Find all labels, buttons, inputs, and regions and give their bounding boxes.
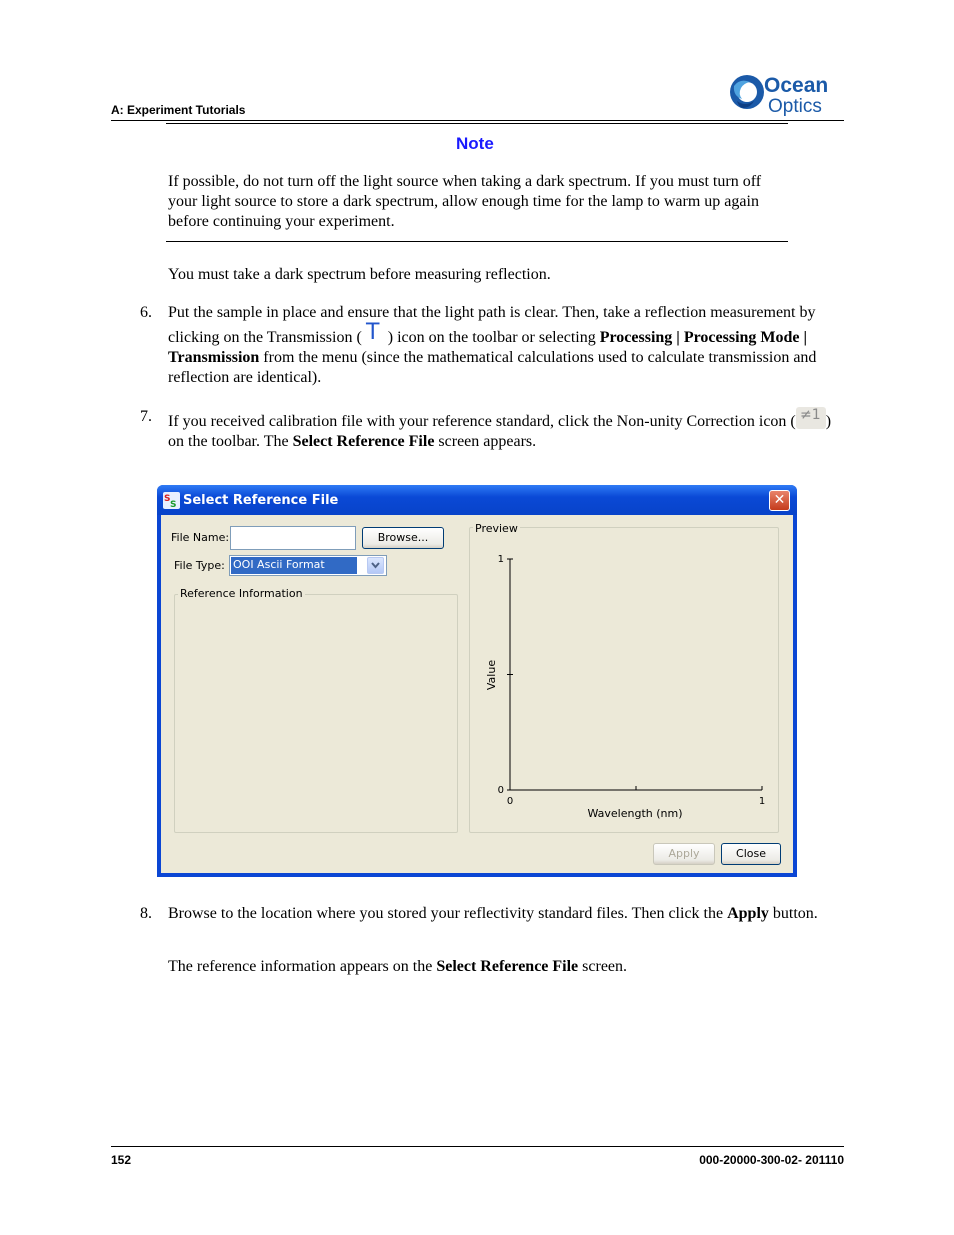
x-tick-label: 1 bbox=[758, 796, 766, 807]
step-7-text bbox=[168, 407, 836, 452]
y-tick-label: 1 bbox=[497, 554, 504, 565]
step-6-text-2: ) icon on the toolbar or selecting bbox=[387, 329, 600, 346]
note-title: Note bbox=[456, 134, 494, 153]
select-reference-file-dialog bbox=[157, 485, 797, 877]
header-rule bbox=[111, 120, 844, 121]
step-8-text-2: button. bbox=[768, 905, 818, 922]
note-text: If possible, do not turn off the light source when taking a dark spectrum. If you must turn off your light source to store a dark spectrum, allow enough time for the lamp to warm up again before continuing your experiment. bbox=[168, 173, 762, 230]
y-axis-label: Value bbox=[485, 659, 498, 691]
step-7-text-2: ) on the toolbar. The bbox=[168, 413, 832, 450]
browse-button[interactable]: Browse... bbox=[362, 527, 444, 549]
y-tick-label: 0 bbox=[497, 785, 504, 796]
dialog-body bbox=[161, 515, 793, 873]
close-button[interactable]: Close bbox=[721, 843, 781, 865]
step-8-result-text bbox=[168, 957, 836, 977]
step-6-text-3: from the menu (since the mathematical calculations used to calculate transmission and reflection are identical). bbox=[168, 349, 817, 386]
dialog-title: Select Reference File bbox=[183, 493, 339, 508]
dropdown-arrow[interactable] bbox=[367, 557, 384, 574]
x-axis-label: Wavelength (nm) bbox=[587, 807, 683, 820]
transmission-icon bbox=[362, 320, 388, 345]
step-8-result-screen: Select Reference File bbox=[436, 958, 579, 975]
svg-text:S: S bbox=[164, 494, 171, 504]
step-8-text bbox=[168, 904, 836, 924]
section-header: A: Experiment Tutorials bbox=[111, 103, 246, 117]
svg-text:Ocean: Ocean bbox=[764, 74, 829, 97]
file-name-label: File Name: bbox=[171, 531, 230, 544]
step-8-result-1: The reference information appears on the bbox=[168, 958, 437, 975]
file-name-input[interactable] bbox=[230, 526, 356, 550]
close-icon: ✕ bbox=[773, 492, 786, 508]
step-7-text-1: If you received calibration file with your reference standard, click the Non-unity Correction icon ( bbox=[168, 413, 796, 430]
step-8-result-2: screen. bbox=[578, 958, 628, 975]
step-6-text bbox=[168, 303, 836, 388]
intro-paragraph: You must take a dark spectrum before measuring reflection. bbox=[168, 266, 551, 283]
note-rule-top bbox=[166, 123, 788, 124]
reference-information-group bbox=[174, 594, 458, 833]
step-6-text-1: Put the sample in place and ensure that the light path is clear. Then, take a reflection measurement by clicking on the Transmission ( bbox=[168, 304, 816, 346]
document-number: 000-20000-300-02- 201110 bbox=[699, 1153, 844, 1167]
page-number: 152 bbox=[111, 1153, 132, 1167]
step-8-apply: Apply bbox=[727, 905, 769, 922]
svg-text:S: S bbox=[170, 500, 177, 509]
step-number-6: 6. bbox=[140, 304, 152, 321]
x-tick-label: 0 bbox=[506, 796, 514, 807]
close-window-button[interactable] bbox=[769, 490, 790, 511]
preview-chart bbox=[470, 529, 778, 832]
footer-rule bbox=[111, 1146, 844, 1147]
non-unity-correction-icon-glyph: ≠1 bbox=[799, 407, 821, 423]
file-type-selected-value: OOI Ascii Format bbox=[231, 557, 357, 574]
ocean-optics-logo bbox=[728, 70, 846, 118]
dialog-title-bar[interactable] bbox=[157, 485, 797, 515]
apply-button[interactable]: Apply bbox=[653, 843, 715, 865]
step-8-text-1: Browse to the location where you stored your reflectivity standard files. Then click the bbox=[168, 905, 728, 922]
step-7-text-3: screen appears. bbox=[434, 433, 537, 450]
note-rule-bottom bbox=[166, 241, 788, 242]
step-number-7: 7. bbox=[140, 408, 152, 425]
step-number-8: 8. bbox=[140, 905, 152, 922]
reference-information-label: Reference Information bbox=[180, 587, 303, 600]
file-type-select[interactable] bbox=[229, 555, 387, 576]
svg-text:Optics: Optics bbox=[768, 96, 822, 117]
spectrasuite-app-icon bbox=[163, 492, 180, 509]
chevron-down-icon bbox=[368, 558, 383, 573]
step-6-menu-path: Processing | Processing Mode | Transmission bbox=[168, 329, 808, 366]
file-type-label: File Type: bbox=[174, 559, 225, 572]
step-7-screen-name: Select Reference File bbox=[292, 433, 435, 450]
preview-label: Preview bbox=[475, 522, 518, 535]
non-unity-correction-icon bbox=[796, 407, 826, 429]
transmission-icon-glyph: T bbox=[365, 320, 380, 344]
